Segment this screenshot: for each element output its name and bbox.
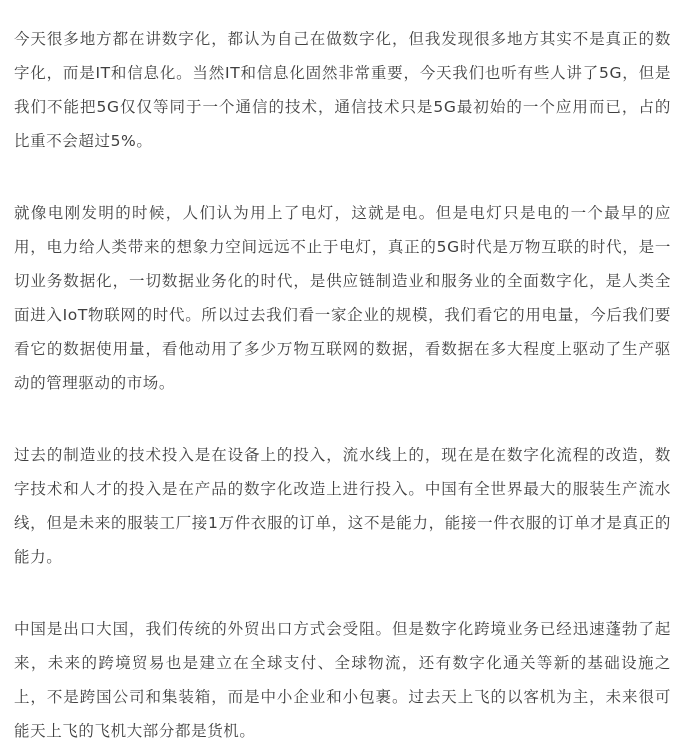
paragraph-1: 今天很多地方都在讲数字化，都认为自己在做数字化，但我发现很多地方其实不是真正的数字化，而是IT和信息化。当然IT和信息化固然非常重要，今天我们也听有些人讲了5G，但是我们不能把5G仅仅等同于一个通信的技术，通信技术只是5G最初始的一个应用而已，占的比重不会超过5%。	[14, 30, 671, 150]
paragraph-4: 中国是出口大国，我们传统的外贸出口方式会受阻。但是数字化跨境业务已经迅速蓬勃了起来，未来的跨境贸易也是建立在全球支付、全球物流，还有数字化通关等新的基础设施之上，不是跨国公司和集装箱，而是中小企业和小包裹。过去天上飞的以客机为主，未来很可能天上飞的飞机大部分都是货机。	[14, 620, 671, 740]
paragraph-3: 过去的制造业的技术投入是在设备上的投入，流水线上的，现在是在数字化流程的改造，数字技术和人才的投入是在产品的数字化改造上进行投入。中国有全世界最大的服装生产流水线，但是未来的服装工厂接1万件衣服的订单，这不是能力，能接一件衣服的订单才是真正的能力。	[14, 446, 671, 566]
paragraph-2: 就像电刚发明的时候，人们认为用上了电灯，这就是电。但是电灯只是电的一个最早的应用，电力给人类带来的想象力空间远远不止于电灯，真正的5G时代是万物互联的时代，是一切业务数据化，一切数据业务化的时代，是供应链制造业和服务业的全面数字化，是人类全面进入IoT物联网的时代。所以过去我们看一家企业的规模，我们看它的用电量，今后我们要看它的数据使用量，看他动用了多少万物互联网的数据，看数据在多大程度上驱动了生产驱动的管理驱动的市场。	[14, 204, 671, 392]
